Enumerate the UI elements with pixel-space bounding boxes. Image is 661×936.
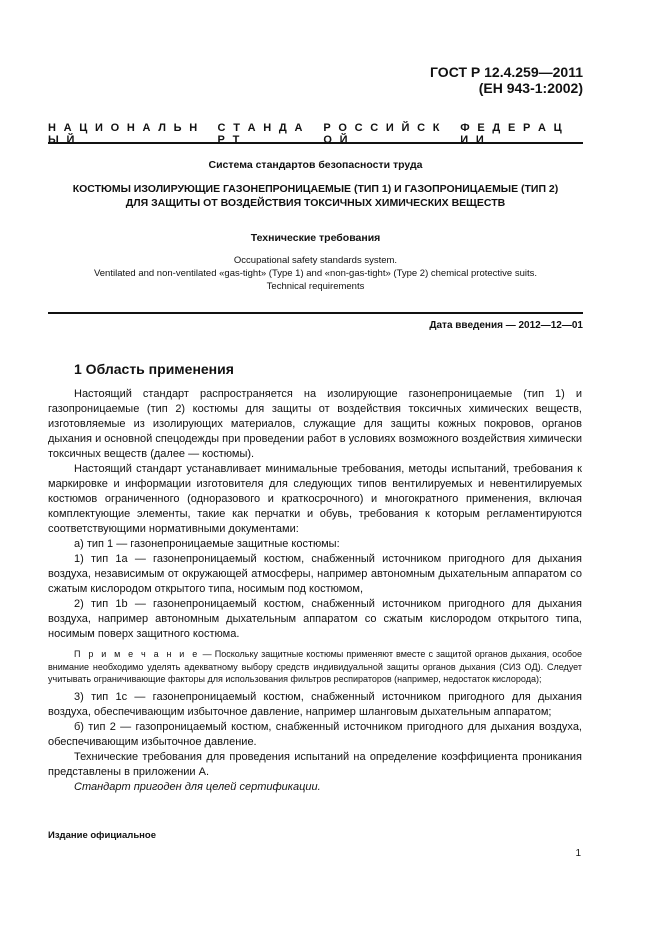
standard-number: ГОСТ Р 12.4.259—2011 xyxy=(430,64,583,80)
document-subtitle: Технические требования xyxy=(250,232,381,244)
paragraph: Настоящий стандарт распространяется на изолирующие газонепроницаемые (тип 1) и газопроницаемые (тип 2) костюмы для защиты от воздействия токсичных химических веществ, изготовляемые из изолирующих материалов, служащие для защиты кожных покровов, органов дыхания и основной спецодежды при проведении работ в условиях возможного воздействия химически токсичных веществ (далее — костюмы). xyxy=(48,388,582,460)
english-title xyxy=(48,254,583,293)
banner-word: Р О С С И Й С К О Й xyxy=(323,122,448,146)
document-title xyxy=(48,182,583,210)
title-line: КОСТЮМЫ ИЗОЛИРУЮЩИЕ ГАЗОНЕПРОНИЦАЕМЫЕ (ТИП 1) И ГАЗОПРОНИЦАЕМЫЕ (ТИП 2) xyxy=(72,183,559,195)
official-edition-label: Издание официальное xyxy=(48,830,156,841)
list-item: 1) тип 1а — газонепроницаемый костюм, снабженный источником пригодного для дыхания воздуха, независимым от окружающей атмосферы, например автономным дыхательным аппаратом со сжатым кислородом открытого типа, носимым под костюмом, xyxy=(48,553,582,595)
standard-equivalent: (ЕН 943-1:2002) xyxy=(478,80,583,96)
banner-word: Н А Ц И О Н А Л Ь Н Ы Й xyxy=(48,122,205,146)
top-divider xyxy=(48,142,583,144)
note-text: — Поскольку защитные костюмы применяют вместе с защитой органов дыхания, особое внимание необходимо уделять адекватному выбору средств индивидуальной защиты органов дыхания (СИЗ ОД). Следует учитывать ограничивающие факторы для использования фильтров респираторов (например, недостаток кислорода); xyxy=(48,649,582,684)
certification-note: Стандарт пригоден для целей сертификации. xyxy=(74,780,321,793)
english-title-line: Ventilated and non-ventilated «gas-tight» (Type 1) and «non-gas-tight» (Type 2) chemical protective suits. xyxy=(93,268,538,279)
list-item: 3) тип 1с — газонепроницаемый костюм, снабженный источником пригодного для дыхания воздуха, обеспечивающим избыточное давление, например шланговым дыхательным аппаратом; xyxy=(48,690,582,718)
note-label: П р и м е ч а н и е xyxy=(74,649,200,659)
english-title-line: Technical requirements xyxy=(266,281,365,292)
standard-code xyxy=(430,64,583,96)
banner-word: С Т А Н Д А Р Т xyxy=(217,122,311,146)
standards-system-title: Система стандартов безопасности труда xyxy=(208,159,423,171)
banner-word: Ф Е Д Е Р А Ц И И xyxy=(460,122,570,146)
section-heading: 1 Область применения xyxy=(74,361,234,377)
middle-divider xyxy=(48,312,583,314)
list-item: 2) тип 1b — газонепроницаемый костюм, снабженный источником пригодного для дыхания воздуха, например автономным дыхательным аппаратом со сжатым кислородом открытого типа, носимым поверх защитного костюма. xyxy=(48,598,582,640)
paragraph: Технические требования для проведения испытаний на определение коэффициента проникания представлены в приложении А. xyxy=(48,750,582,778)
list-item: б) тип 2 — газопроницаемый костюм, снабженный источником пригодного для дыхания воздуха, обеспечивающим избыточное давление. xyxy=(48,720,582,748)
section-body xyxy=(48,387,582,795)
paragraph: Настоящий стандарт устанавливает минимальные требования, методы испытаний, требования к маркировке и информации изготовителя для следующих типов вентилируемых и невентилируемых костюмов ограниченного (одноразового и краткосрочного) и многократного применения, включая комплектующие элементы, такие как перчатки и обувь, требования к которым регламентируются соответствующими нормативными документами: xyxy=(48,463,582,535)
note xyxy=(48,648,582,686)
introduction-date: Дата введения — 2012—12—01 xyxy=(429,320,583,331)
title-line: ДЛЯ ЗАЩИТЫ ОТ ВОЗДЕЙСТВИЯ ТОКСИЧНЫХ ХИМИЧЕСКИХ ВЕЩЕСТВ xyxy=(125,197,506,209)
list-item: а) тип 1 — газонепроницаемые защитные костюмы: xyxy=(74,538,340,550)
english-title-line: Occupational safety standards system. xyxy=(233,255,398,266)
page-number: 1 xyxy=(575,848,581,859)
